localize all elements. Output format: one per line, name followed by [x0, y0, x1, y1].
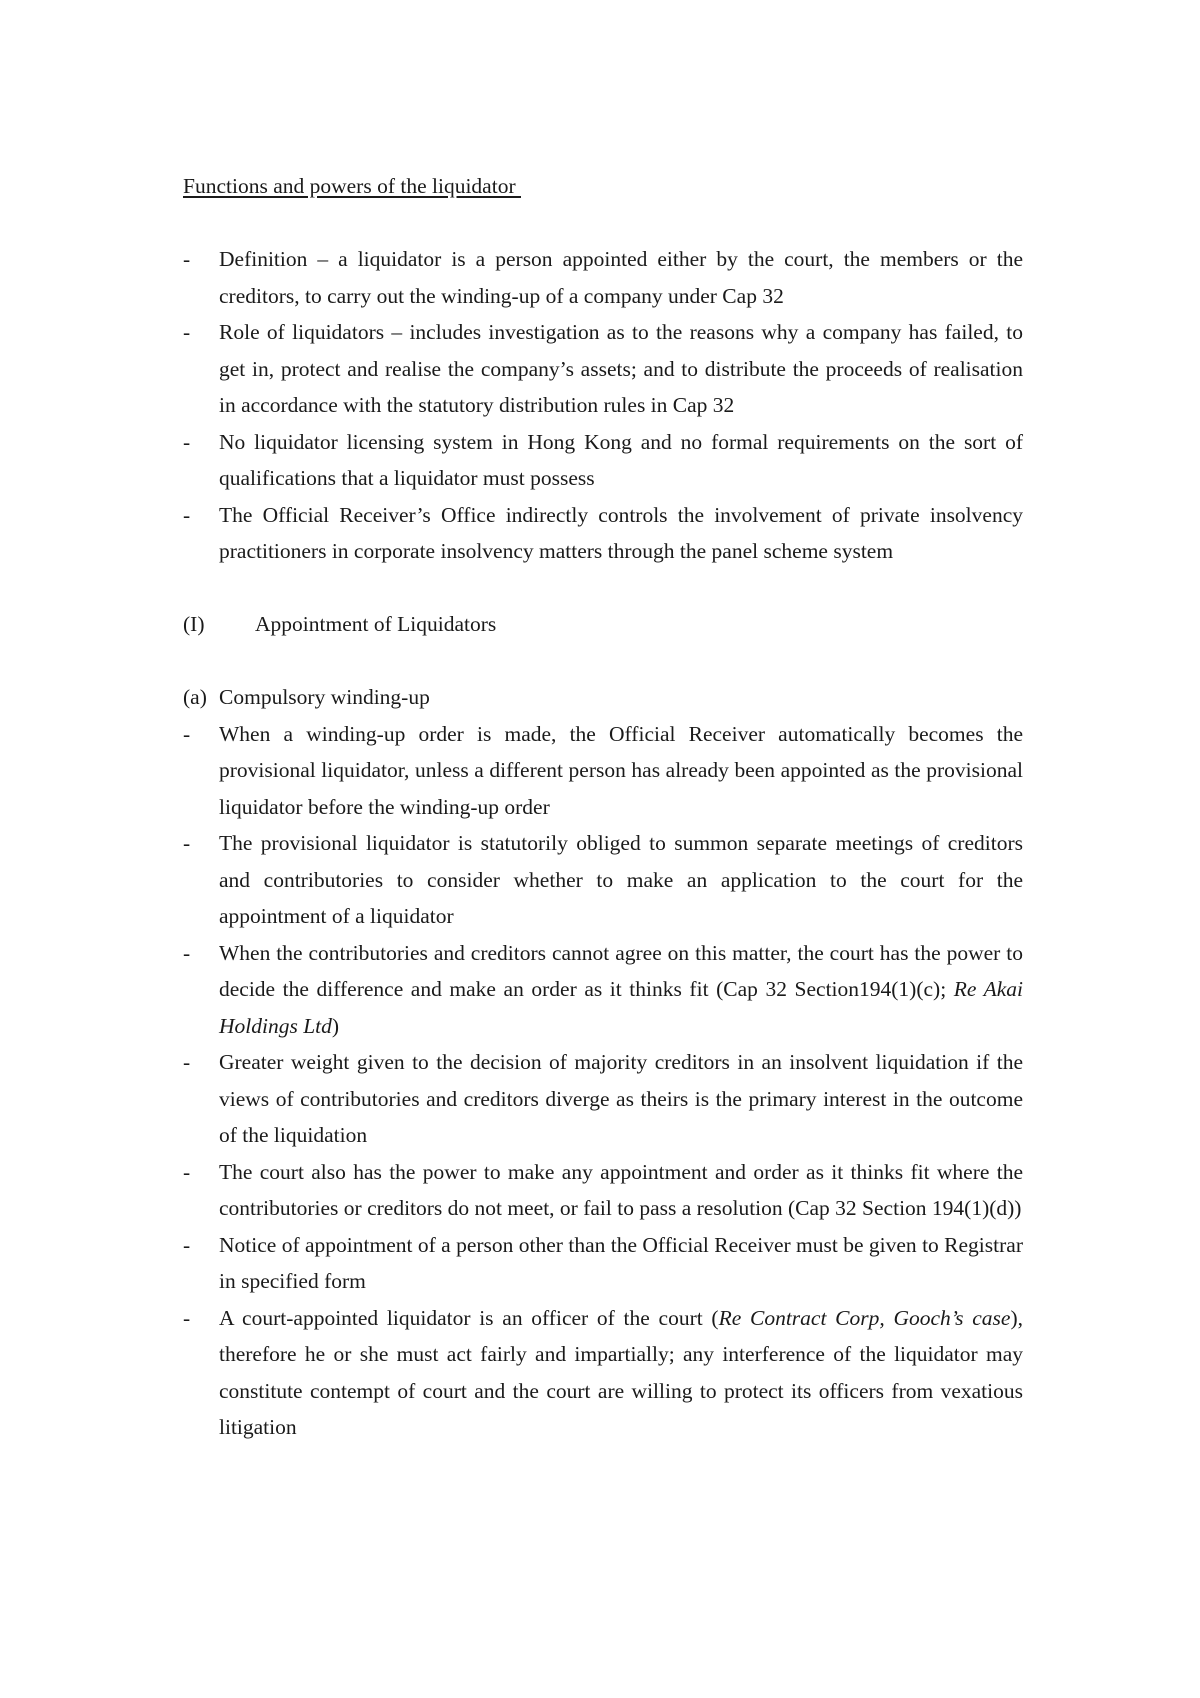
list-item: - Notice of appointment of a person other than the Official Receiver must be given to Registrar in specified form — [183, 1227, 1023, 1300]
intro-item-definition: - Definition – a liquidator is a person appointed either by the court, the members or the creditors, to carry out the winding-up of a company under Cap 32 — [183, 241, 1023, 314]
list-item — [183, 1300, 1023, 1446]
section-number: (I) — [183, 612, 205, 636]
section-heading — [183, 606, 1023, 643]
document-body — [183, 168, 1023, 1446]
list-item: - Greater weight given to the decision of majority creditors in an insolvent liquidation if the views of contributories and creditors diverge as theirs is the primary interest in the outcome of the liquidation — [183, 1044, 1023, 1154]
intro-item-role: - Role of liquidators – includes investigation as to the reasons why a company has failed, to get in, protect and realise the company’s assets; and to distribute the proceeds of realisation in accordance with the statutory distribution rules in Cap 32 — [183, 314, 1023, 424]
item-text: When the contributories and creditors cannot agree on this matter, the court has the power to decide the difference and make an order as it thinks fit (Cap 32 Section194(1)(c); — [219, 940, 1023, 1001]
subsection-title: Compulsory winding-up — [219, 685, 430, 709]
spacer — [183, 570, 1023, 607]
case-citation: Re Contract Corp, Gooch’s case — [718, 1305, 1011, 1330]
document-title: Functions and powers of the liquidator — [183, 174, 521, 198]
intro-item-official-receiver: - The Official Receiver’s Office indirectly controls the involvement of private insolvency practitioners in corporate insolvency matters through the panel scheme system — [183, 497, 1023, 570]
subsection-heading — [183, 679, 1023, 716]
list-item — [183, 935, 1023, 1045]
item-text: ), therefore he or she must act fairly and impartially; any interference of the liquidator may constitute contempt of court and the court are willing to protect its officers from vexatious litigation — [219, 1305, 1023, 1439]
list-item: - When a winding-up order is made, the Official Receiver automatically becomes the provisional liquidator, unless a different person has already been appointed as the provisional liquidator before the winding-up order — [183, 716, 1023, 826]
item-text: A court-appointed liquidator is an officer of the court ( — [219, 1305, 719, 1330]
section-title: Appointment of Liquidators — [255, 612, 497, 636]
subsection-number: (a) — [183, 685, 207, 709]
intro-item-licensing: - No liquidator licensing system in Hong Kong and no formal requirements on the sort of qualifications that a liquidator must possess — [183, 424, 1023, 497]
spacer — [183, 643, 1023, 680]
list-item: - The provisional liquidator is statutorily obliged to summon separate meetings of creditors and contributories to consider whether to make an application to the court for the appointment of a liquidator — [183, 825, 1023, 935]
case-citation: Re Akai Holdings Ltd — [219, 977, 1024, 1038]
list-item: - The court also has the power to make any appointment and order as it thinks fit where the contributories or creditors do not meet, or fail to pass a resolution (Cap 32 Section 194(1)(d)) — [183, 1154, 1023, 1227]
item-text: ) — [331, 1013, 340, 1038]
compulsory-list — [183, 716, 1023, 1446]
intro-list — [183, 241, 1023, 570]
